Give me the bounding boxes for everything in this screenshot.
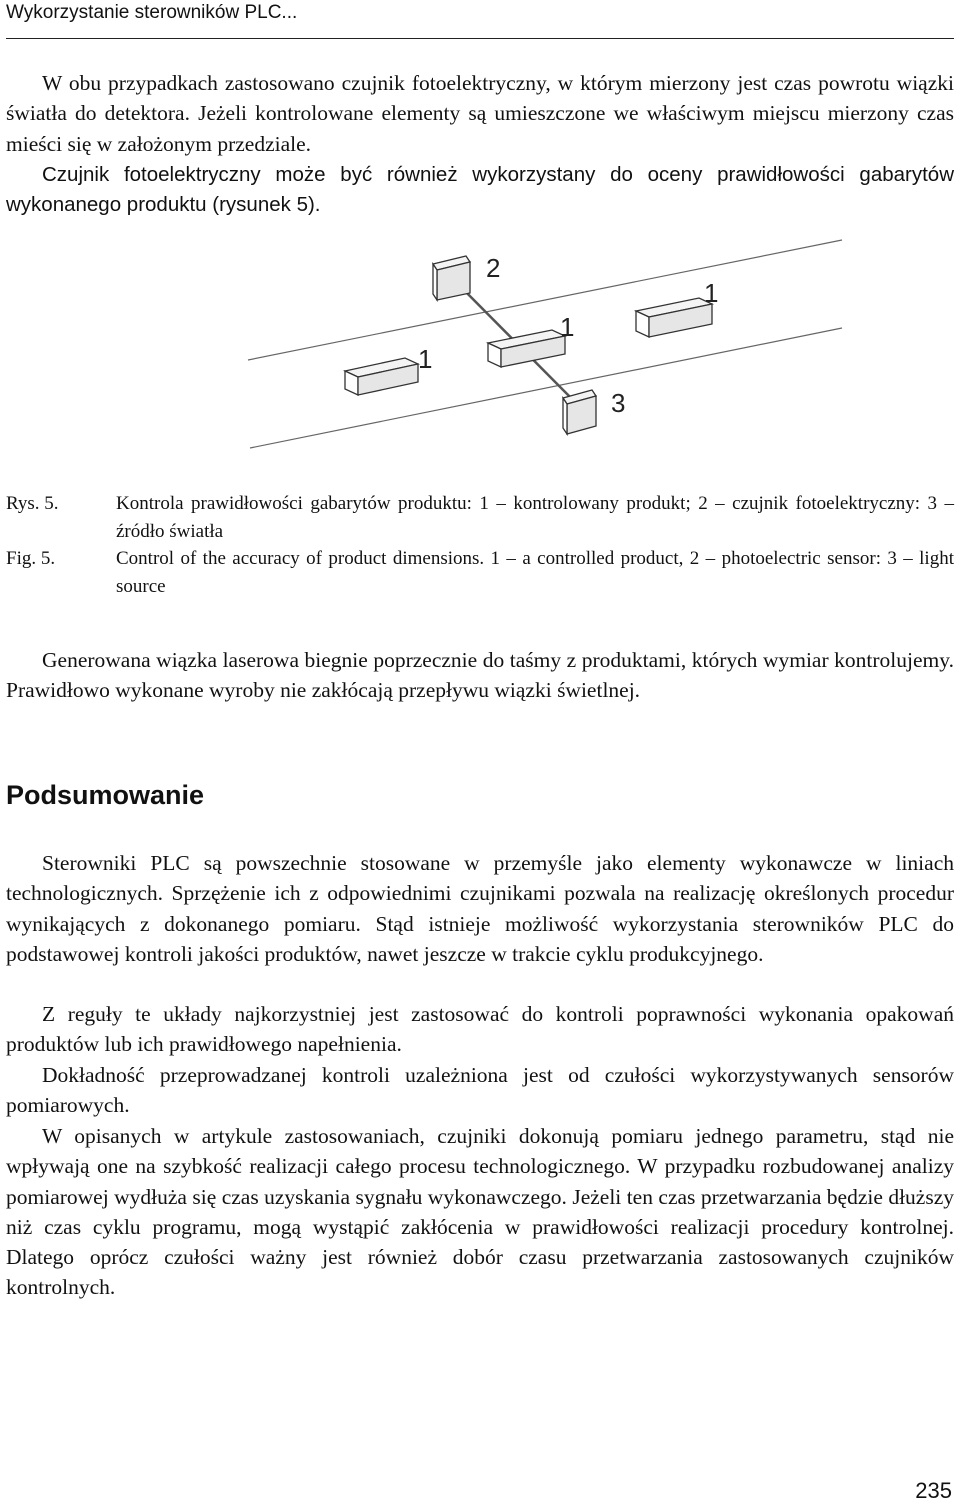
photoelectric-sensor bbox=[433, 256, 470, 300]
label-light-source: 3 bbox=[611, 388, 626, 418]
caption-text-pl: Kontrola prawidłowości gabarytów produktu: 1 – kontrolowany produkt; 2 – czujnik fotoelektryczny: 3 – źródło światła bbox=[116, 493, 954, 542]
intro-paragraph-1: W obu przypadkach zastosowano czujnik fotoelektryczny, w którym mierzony jest czas powrotu wiązki światła do detektora. Jeżeli kontrolowane elementy są umieszczone we właściwym miejscu mierzony czas mieści się w założonym przedziale. bbox=[6, 71, 954, 156]
label-product-middle: 1 bbox=[560, 312, 575, 342]
summary-paragraph-4: W opisanych w artykule zastosowaniach, czujniki dokonują pomiaru jednego parametru, stąd nie wpływają one na szybkość realizacji całego procesu technologicznego. W przypadku rozbudowanej analizy pomiarowej wydłuża się czas uzyskania sygnału wykonawczego. Jeżeli ten czas przetwarzania będzie dłuższy niż czas cyklu programu, mogą wystąpić zakłócenia w prawidłowości realizacji procedury kontrolnej. Dlatego oprócz czułości ważny jest również dobór czasu przetwarzania zastosowanych czujników kontrolnych. bbox=[6, 1124, 954, 1300]
light-source bbox=[563, 390, 596, 434]
summary-paragraph-2: Z reguły te układy najkorzystniej jest zastosować do kontroli poprawności wykonania opakowań produktów lub ich prawidłowego napełnienia. bbox=[6, 1002, 954, 1057]
caption-label-pl: Rys. 5. bbox=[6, 493, 59, 514]
summary-paragraph-3: Dokładność przeprowadzanej kontroli uzależniona jest od czułości wykorzystywanych sensorów pomiarowych. bbox=[6, 1063, 954, 1118]
running-title: Wykorzystanie sterowników PLC... bbox=[6, 2, 298, 23]
label-product-right: 1 bbox=[704, 278, 719, 308]
caption-label-en: Fig. 5. bbox=[6, 548, 56, 569]
summary-paragraph-1: Sterowniki PLC są powszechnie stosowane w przemyśle jako elementy wykonawcze w liniach technologicznych. Sprzężenie ich z odpowiednimi czujnikami pozwala na realizację określonych procedur wynikających z dokonanego pomiaru. Stąd istnieje możliwość wykorzystania sterowników PLC do podstawowej kontroli jakości produktów, nawet jeszcze w trakcie cyklu produkcyjnego. bbox=[6, 851, 954, 966]
product-right bbox=[636, 298, 712, 337]
section-heading: Podsumowanie bbox=[6, 780, 205, 810]
product-left bbox=[345, 358, 418, 395]
page-number: 235 bbox=[915, 1478, 952, 1503]
caption-text-en: Control of the accuracy of product dimensions. 1 – a controlled product, 2 – photoelectric sensor: 3 – light source bbox=[116, 548, 954, 597]
conveyor-figure bbox=[0, 0, 960, 480]
label-product-left: 1 bbox=[418, 344, 433, 374]
product-middle bbox=[488, 330, 565, 367]
label-sensor: 2 bbox=[486, 253, 501, 283]
beam-paragraph: Generowana wiązka laserowa biegnie poprzecznie do taśmy z produktami, których wymiar kontrolujemy. Prawidłowo wykonane wyroby nie zakłócają przepływu wiązki świetlnej. bbox=[6, 648, 954, 703]
intro-paragraph-2: Czujnik fotoelektryczny może być również wykorzystany do oceny prawidłowości gabarytów wykonanego produktu (rysunek 5). bbox=[6, 163, 954, 217]
